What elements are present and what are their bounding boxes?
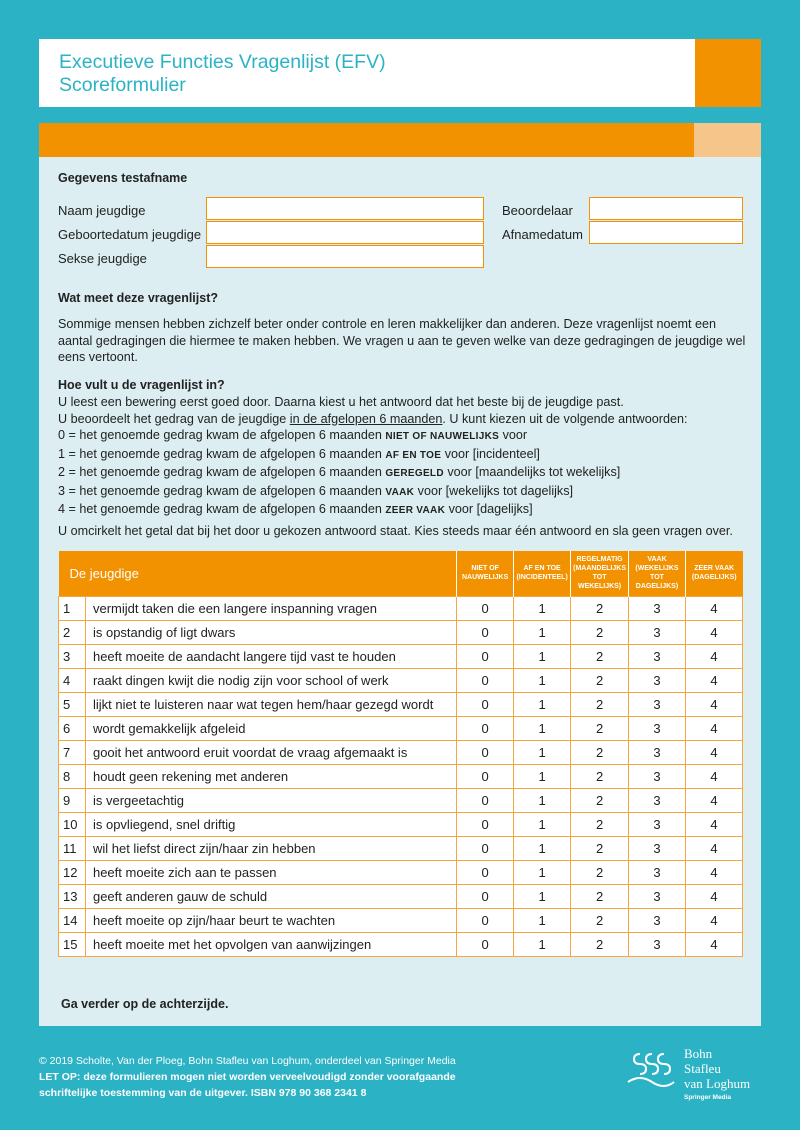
score-option-4[interactable]: 4 xyxy=(685,596,742,620)
score-option-0[interactable]: 0 xyxy=(457,740,514,764)
answer-line: 0 = het genoemde gedrag kwam de afgelopen 6 maanden NIET OF NAUWELIJKS voor xyxy=(58,428,528,442)
score-option-4[interactable]: 4 xyxy=(685,932,742,956)
item-text: is opvliegend, snel driftig xyxy=(85,812,456,836)
item-text: heeft moeite de aandacht langere tijd vast te houden xyxy=(85,644,456,668)
score-option-4[interactable]: 4 xyxy=(685,692,742,716)
score-option-0[interactable]: 0 xyxy=(457,812,514,836)
score-option-3[interactable]: 3 xyxy=(629,836,686,860)
publisher-logo-icon xyxy=(626,1048,676,1088)
table-row xyxy=(59,644,743,668)
score-option-1[interactable]: 1 xyxy=(514,884,571,908)
score-option-4[interactable]: 4 xyxy=(685,788,742,812)
score-option-3[interactable]: 3 xyxy=(629,668,686,692)
item-number: 9 xyxy=(59,788,86,812)
item-number: 10 xyxy=(59,812,86,836)
score-option-0[interactable]: 0 xyxy=(457,596,514,620)
item-text: heeft moeite zich aan te passen xyxy=(85,860,456,884)
score-option-2[interactable]: 2 xyxy=(571,716,629,740)
score-option-0[interactable]: 0 xyxy=(457,884,514,908)
score-option-3[interactable]: 3 xyxy=(629,860,686,884)
afnamedatum-label: Afnamedatum xyxy=(502,227,583,242)
table-row xyxy=(59,764,743,788)
title-line-1: Executieve Functies Vragenlijst (EFV) xyxy=(59,51,386,73)
score-option-0[interactable]: 0 xyxy=(457,644,514,668)
answer-line: 1 = het genoemde gedrag kwam de afgelopen 6 maanden AF EN TOE voor [incidenteel] xyxy=(58,446,540,461)
wat-meet-text: Sommige mensen hebben zichzelf beter onder controle en leren makkelijker dan anderen. Deze vragenlijst noemt een aantal gedragingen die hiermee te maken hebben. We vragen u aan te geven welke van deze gedragingen de jeugdige wel eens vertoont. xyxy=(58,317,746,364)
score-option-3[interactable]: 3 xyxy=(629,932,686,956)
item-number: 5 xyxy=(59,692,86,716)
column-header: REGELMATIG (MAANDELIJKS TOT WEKELIJKS) xyxy=(571,551,629,596)
column-header: AF EN TOE (INCIDENTEEL) xyxy=(514,551,571,596)
item-number: 8 xyxy=(59,764,86,788)
score-option-1[interactable]: 1 xyxy=(514,764,571,788)
score-option-1[interactable]: 1 xyxy=(514,812,571,836)
score-option-1[interactable]: 1 xyxy=(514,908,571,932)
score-option-1[interactable]: 1 xyxy=(514,740,571,764)
closing-instruction: U omcirkelt het getal dat bij het door u gekozen antwoord staat. Kies steeds maar één antwoord en sla geen vragen over. xyxy=(58,524,733,538)
table-row xyxy=(59,596,743,620)
score-option-2[interactable]: 2 xyxy=(571,692,629,716)
score-option-3[interactable]: 3 xyxy=(629,812,686,836)
item-text: is vergeetachtig xyxy=(85,788,456,812)
item-text: is opstandig of ligt dwars xyxy=(85,620,456,644)
item-number: 3 xyxy=(59,644,86,668)
score-option-4[interactable]: 4 xyxy=(685,740,742,764)
score-option-0[interactable]: 0 xyxy=(457,620,514,644)
copyright-text: © 2019 Scholte, Van der Ploeg, Bohn Stafleu van Loghum, onderdeel van Springer Media xyxy=(39,1055,456,1067)
score-option-0[interactable]: 0 xyxy=(457,788,514,812)
score-option-0[interactable]: 0 xyxy=(457,716,514,740)
warning-line-1: LET OP: deze formulieren mogen niet worden verveelvoudigd zonder voorafgaande xyxy=(39,1071,456,1083)
score-option-3[interactable]: 3 xyxy=(629,788,686,812)
answer-line: 4 = het genoemde gedrag kwam de afgelopen 6 maanden ZEER VAAK voor [dagelijks] xyxy=(58,502,533,516)
item-number: 1 xyxy=(59,596,86,620)
score-option-1[interactable]: 1 xyxy=(514,692,571,716)
score-option-3[interactable]: 3 xyxy=(629,692,686,716)
score-option-2[interactable]: 2 xyxy=(571,620,629,644)
table-row xyxy=(59,908,743,932)
item-number: 13 xyxy=(59,884,86,908)
table-row xyxy=(59,788,743,812)
score-option-3[interactable]: 3 xyxy=(629,716,686,740)
score-table xyxy=(58,551,743,957)
score-option-2[interactable]: 2 xyxy=(571,884,629,908)
score-option-1[interactable]: 1 xyxy=(514,860,571,884)
score-option-2[interactable]: 2 xyxy=(571,668,629,692)
publisher-sub: Springer Media xyxy=(684,1094,731,1101)
score-option-4[interactable]: 4 xyxy=(685,668,742,692)
score-option-3[interactable]: 3 xyxy=(629,908,686,932)
score-option-2[interactable]: 2 xyxy=(571,908,629,932)
orange-band-end xyxy=(694,123,761,157)
column-header: ZEER VAAK (DAGELIJKS) xyxy=(685,551,742,596)
period-underline: in de afgelopen 6 maanden xyxy=(289,411,443,426)
score-option-3[interactable]: 3 xyxy=(629,596,686,620)
score-option-4[interactable]: 4 xyxy=(685,884,742,908)
answer-line: 2 = het genoemde gedrag kwam de afgelopen 6 maanden GEREGELD voor [maandelijks tot wekelijks] xyxy=(58,465,621,479)
score-option-2[interactable]: 2 xyxy=(571,644,629,668)
wat-meet-title: Wat meet deze vragenlijst? xyxy=(58,291,218,305)
item-number: 15 xyxy=(59,932,86,956)
item-number: 2 xyxy=(59,620,86,644)
instructions xyxy=(58,394,748,520)
score-option-2[interactable]: 2 xyxy=(571,764,629,788)
score-option-2[interactable]: 2 xyxy=(571,836,629,860)
score-option-4[interactable]: 4 xyxy=(685,620,742,644)
beoordelaar-label: Beoordelaar xyxy=(502,203,573,218)
item-number: 7 xyxy=(59,740,86,764)
table-row xyxy=(59,884,743,908)
item-number: 6 xyxy=(59,716,86,740)
score-option-4[interactable]: 4 xyxy=(685,836,742,860)
geboortedatum-label: Geboortedatum jeugdige xyxy=(58,227,202,242)
score-option-2[interactable]: 2 xyxy=(571,932,629,956)
item-text: geeft anderen gauw de schuld xyxy=(85,884,456,908)
item-text: raakt dingen kwijt die nodig zijn voor school of werk xyxy=(85,668,456,692)
instruction-line-1: U leest een bewering eerst goed door. Daarna kiest u het antwoord dat het beste bij de jeugdige past. xyxy=(58,395,624,409)
score-option-0[interactable]: 0 xyxy=(457,908,514,932)
score-option-3[interactable]: 3 xyxy=(629,620,686,644)
score-option-2[interactable]: 2 xyxy=(571,860,629,884)
column-header: NIET OF NAUWELIJKS xyxy=(457,551,514,596)
item-number: 4 xyxy=(59,668,86,692)
item-text: houdt geen rekening met anderen xyxy=(85,764,456,788)
sekse-label: Sekse jeugdige xyxy=(58,251,147,266)
naam-label: Naam jeugdige xyxy=(58,203,146,218)
item-text: gooit het antwoord eruit voordat de vraag afgemaakt is xyxy=(85,740,456,764)
table-header-row xyxy=(59,551,743,596)
score-option-4[interactable]: 4 xyxy=(685,644,742,668)
item-text: wordt gemakkelijk afgeleid xyxy=(85,716,456,740)
afnamedatum-field[interactable] xyxy=(589,221,743,244)
item-number: 11 xyxy=(59,836,86,860)
table-row xyxy=(59,692,743,716)
score-option-0[interactable]: 0 xyxy=(457,692,514,716)
score-option-1[interactable]: 1 xyxy=(514,620,571,644)
item-text: wil het liefst direct zijn/haar zin hebben xyxy=(85,836,456,860)
publisher-name: Bohn Stafleu van Loghum xyxy=(684,1046,751,1091)
score-option-0[interactable]: 0 xyxy=(457,764,514,788)
score-option-3[interactable]: 3 xyxy=(629,884,686,908)
header-de-jeugdige: De jeugdige xyxy=(59,551,457,596)
table-row xyxy=(59,836,743,860)
score-option-4[interactable]: 4 xyxy=(685,908,742,932)
title-line-2: Scoreformulier xyxy=(59,74,186,96)
score-option-1[interactable]: 1 xyxy=(514,668,571,692)
score-option-1[interactable]: 1 xyxy=(514,596,571,620)
score-option-0[interactable]: 0 xyxy=(457,836,514,860)
score-option-3[interactable]: 3 xyxy=(629,740,686,764)
item-number: 14 xyxy=(59,908,86,932)
page-title xyxy=(59,51,386,97)
score-option-1[interactable]: 1 xyxy=(514,716,571,740)
hoe-vult-title: Hoe vult u de vragenlijst in? xyxy=(58,378,225,392)
naam-field[interactable] xyxy=(206,197,484,220)
table-row xyxy=(59,668,743,692)
score-option-4[interactable]: 4 xyxy=(685,860,742,884)
score-option-4[interactable]: 4 xyxy=(685,812,742,836)
footer xyxy=(39,1053,619,1101)
item-number: 12 xyxy=(59,860,86,884)
score-option-2[interactable]: 2 xyxy=(571,788,629,812)
score-option-3[interactable]: 3 xyxy=(629,644,686,668)
score-option-1[interactable]: 1 xyxy=(514,932,571,956)
table-row xyxy=(59,620,743,644)
beoordelaar-field[interactable] xyxy=(589,197,743,220)
sekse-field[interactable] xyxy=(206,245,484,268)
item-text: heeft moeite met het opvolgen van aanwijzingen xyxy=(85,932,456,956)
warning-line-2: schriftelijke toestemming van de uitgever. ISBN 978 90 368 2341 8 xyxy=(39,1087,367,1099)
continue-note: Ga verder op de achterzijde. xyxy=(61,997,229,1011)
score-option-0[interactable]: 0 xyxy=(457,668,514,692)
column-header: VAAK (WEKELIJKS TOT DAGELIJKS) xyxy=(629,551,686,596)
table-row xyxy=(59,812,743,836)
item-text: heeft moeite op zijn/haar beurt te wachten xyxy=(85,908,456,932)
score-option-1[interactable]: 1 xyxy=(514,836,571,860)
score-option-2[interactable]: 2 xyxy=(571,740,629,764)
table-row xyxy=(59,860,743,884)
instruction-line-2: U beoordeelt het gedrag van de jeugdige in de afgelopen 6 maanden. U kunt kiezen uit de volgende antwoorden: xyxy=(58,411,688,426)
score-option-2[interactable]: 2 xyxy=(571,596,629,620)
orange-band xyxy=(39,123,694,157)
score-option-4[interactable]: 4 xyxy=(685,716,742,740)
score-option-0[interactable]: 0 xyxy=(457,860,514,884)
header-accent-block xyxy=(695,39,761,107)
geboortedatum-field[interactable] xyxy=(206,221,484,244)
table-row xyxy=(59,740,743,764)
score-option-4[interactable]: 4 xyxy=(685,764,742,788)
table-row xyxy=(59,932,743,956)
score-option-1[interactable]: 1 xyxy=(514,788,571,812)
table-row xyxy=(59,716,743,740)
page-header xyxy=(39,39,761,107)
item-text: vermijdt taken die een langere inspanning vragen xyxy=(85,596,456,620)
score-option-1[interactable]: 1 xyxy=(514,644,571,668)
score-option-2[interactable]: 2 xyxy=(571,812,629,836)
score-option-3[interactable]: 3 xyxy=(629,764,686,788)
publisher-logo xyxy=(626,1046,766,1106)
testafname-title: Gegevens testafname xyxy=(58,171,188,185)
answer-line: 3 = het genoemde gedrag kwam de afgelopen 6 maanden VAAK voor [wekelijks tot dagelijks] xyxy=(58,483,574,498)
form-panel xyxy=(39,123,761,1026)
score-option-0[interactable]: 0 xyxy=(457,932,514,956)
item-text: lijkt niet te luisteren naar wat tegen hem/haar gezegd wordt xyxy=(85,692,456,716)
